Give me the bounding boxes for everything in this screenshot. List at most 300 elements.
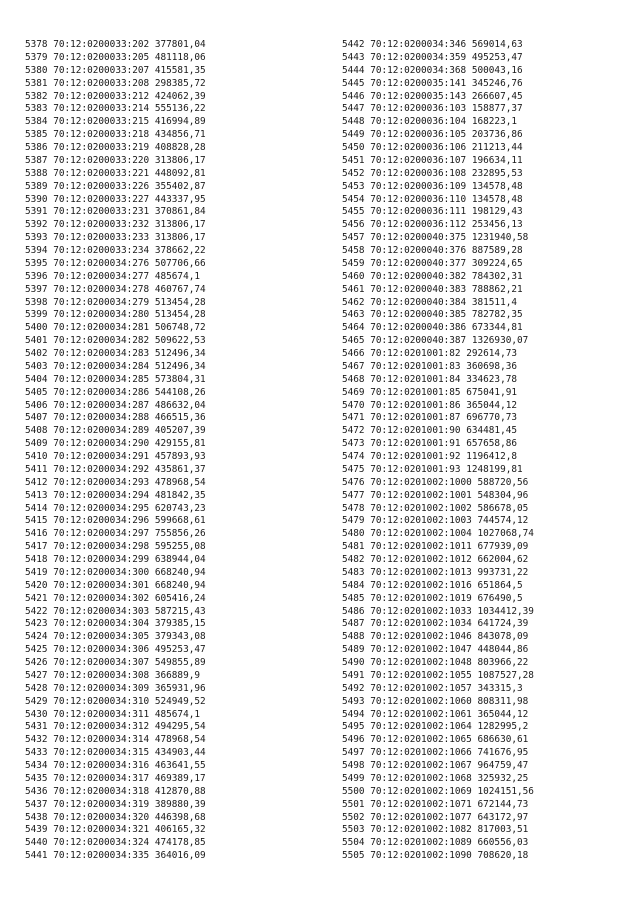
table-row (342, 206, 534, 219)
table-row (342, 438, 534, 451)
row-number: 5449 (342, 129, 365, 141)
cadastral-value: 668240,94 (154, 566, 206, 578)
row-number: 5493 (342, 695, 365, 707)
cadastral-number: 70:12:0200040:375 (370, 232, 467, 244)
cadastral-number: 70:12:0200033:212 (53, 90, 150, 102)
cadastral-value: 443337,95 (154, 193, 206, 205)
row-number: 5382 (25, 90, 48, 102)
cadastral-value: 509622,53 (154, 335, 206, 347)
row-number: 5391 (25, 206, 48, 218)
cadastral-number: 70:12:0201001:87 (370, 412, 461, 424)
row-number: 5416 (25, 528, 48, 540)
row-number: 5384 (25, 116, 48, 128)
table-row (25, 438, 206, 451)
row-number: 5470 (342, 399, 365, 411)
cadastral-number: 70:12:0201002:1089 (370, 837, 472, 849)
cadastral-number: 70:12:0200034:309 (53, 682, 150, 694)
table-row (342, 490, 534, 503)
cadastral-number: 70:12:0200033:219 (53, 142, 150, 153)
cadastral-number: 70:12:0200034:303 (53, 605, 150, 617)
cadastral-value: 672144,73 (477, 798, 529, 810)
table-row (342, 683, 534, 696)
row-number: 5490 (342, 657, 365, 668)
row-number: 5448 (342, 116, 365, 128)
table-row (25, 515, 206, 528)
table-row (342, 837, 534, 850)
table-row (25, 425, 206, 438)
cadastral-number: 70:12:0201002:1061 (370, 708, 472, 720)
cadastral-number: 70:12:0201001:85 (370, 386, 461, 398)
table-row (25, 206, 206, 219)
cadastral-number: 70:12:0200034:292 (53, 463, 150, 475)
cadastral-number: 70:12:0201002:1034 (370, 618, 472, 630)
row-number: 5477 (342, 489, 365, 501)
cadastral-value: 313806,17 (154, 232, 206, 244)
cadastral-value: 365044,12 (477, 708, 529, 720)
row-number: 5479 (342, 515, 365, 527)
row-number: 5401 (25, 335, 48, 347)
cadastral-number: 70:12:0201002:1071 (370, 798, 472, 810)
table-row (342, 657, 534, 670)
cadastral-value: 298385,72 (154, 77, 206, 89)
table-row (25, 258, 206, 271)
cadastral-value: 1326930,07 (471, 335, 529, 347)
table-row (342, 219, 534, 232)
row-number: 5445 (342, 77, 365, 89)
row-number: 5447 (342, 103, 365, 115)
row-number: 5437 (25, 798, 48, 810)
cadastral-value: 168223,1 (471, 116, 517, 128)
row-number: 5414 (25, 502, 48, 514)
cadastral-number: 70:12:0200034:294 (53, 489, 150, 501)
cadastral-value: 843078,09 (477, 631, 529, 643)
row-number: 5461 (342, 283, 365, 295)
left-column (25, 39, 206, 863)
cadastral-value: 643172,97 (477, 811, 529, 823)
row-number: 5501 (342, 798, 365, 810)
row-number: 5504 (342, 837, 365, 849)
row-number: 5419 (25, 566, 48, 578)
cadastral-number: 70:12:0201002:1019 (370, 592, 472, 604)
cadastral-value: 676490,5 (477, 592, 523, 604)
cadastral-value: 662004,62 (477, 554, 529, 565)
cadastral-value: 377801,04 (154, 39, 206, 50)
table-row (342, 464, 534, 477)
row-number: 5379 (25, 51, 48, 63)
row-number: 5400 (25, 322, 48, 334)
cadastral-value: 232895,53 (471, 167, 523, 179)
cadastral-number: 70:12:0200034:293 (53, 476, 150, 488)
table-row (25, 644, 206, 657)
cadastral-number: 70:12:0201002:1013 (370, 566, 472, 578)
cadastral-value: 887589,28 (471, 245, 523, 256)
row-number: 5487 (342, 618, 365, 630)
cadastral-number: 70:12:0200034:296 (53, 515, 150, 527)
cadastral-number: 70:12:0200034:359 (370, 51, 467, 63)
row-number: 5444 (342, 64, 365, 76)
cadastral-value: 158877,37 (471, 103, 523, 115)
row-number: 5474 (342, 451, 365, 462)
cadastral-value: 788862,21 (471, 283, 523, 295)
table-row (25, 284, 206, 297)
table-row (25, 412, 206, 425)
cadastral-value: 370861,84 (154, 206, 206, 218)
table-row (342, 515, 534, 528)
cadastral-value: 406165,32 (154, 824, 206, 836)
cadastral-value: 457893,93 (154, 451, 206, 462)
cadastral-number: 70:12:0200034:286 (53, 386, 150, 398)
row-number: 5475 (342, 463, 365, 475)
cadastral-number: 70:12:0200034:295 (53, 502, 150, 514)
cadastral-number: 70:12:0201002:1068 (370, 772, 472, 784)
table-row (342, 580, 534, 593)
table-row (342, 284, 534, 297)
cadastral-value: 389880,39 (154, 798, 206, 810)
row-number: 5425 (25, 644, 48, 656)
cadastral-number: 70:12:0200034:320 (53, 811, 150, 823)
cadastral-number: 70:12:0200034:282 (53, 335, 150, 347)
row-number: 5408 (25, 425, 48, 437)
row-number: 5410 (25, 451, 48, 462)
cadastral-value: 486632,04 (154, 399, 206, 411)
table-row (25, 78, 206, 91)
row-number: 5505 (342, 850, 365, 862)
row-number: 5405 (25, 386, 48, 398)
table-row (342, 786, 534, 799)
row-number: 5395 (25, 257, 48, 269)
cadastral-value: 481842,35 (154, 489, 206, 501)
table-row (342, 245, 534, 258)
table-row (25, 490, 206, 503)
cadastral-number: 70:12:0200034:287 (53, 399, 150, 411)
cadastral-number: 70:12:0200034:284 (53, 360, 150, 372)
cadastral-number: 70:12:0201002:1047 (370, 644, 472, 656)
table-row (342, 335, 534, 348)
cadastral-value: 741676,95 (477, 747, 529, 759)
row-number: 5484 (342, 579, 365, 591)
cadastral-number: 70:12:0200034:283 (53, 348, 150, 359)
row-number: 5497 (342, 747, 365, 759)
cadastral-number: 70:12:0200040:383 (370, 283, 467, 295)
table-row (25, 194, 206, 207)
row-number: 5438 (25, 811, 48, 823)
row-number: 5467 (342, 360, 365, 372)
table-row (25, 39, 206, 52)
table-row (342, 142, 534, 155)
cadastral-number: 70:12:0200034:297 (53, 528, 150, 540)
cadastral-value: 460767,74 (154, 283, 206, 295)
cadastral-value: 587215,43 (154, 605, 206, 617)
table-row (25, 116, 206, 129)
cadastral-number: 70:12:0200034:307 (53, 657, 150, 668)
cadastral-value: 405207,39 (154, 425, 206, 437)
cadastral-number: 70:12:0200033:220 (53, 154, 150, 166)
row-number: 5407 (25, 412, 48, 424)
row-number: 5456 (342, 219, 365, 231)
cadastral-number: 70:12:0200040:384 (370, 296, 467, 308)
row-number: 5466 (342, 348, 365, 359)
row-number: 5396 (25, 270, 48, 282)
row-number: 5499 (342, 772, 365, 784)
cadastral-number: 70:12:0201002:1055 (370, 669, 472, 681)
cadastral-value: 507706,66 (154, 257, 206, 269)
cadastral-number: 70:12:0200034:290 (53, 438, 150, 450)
row-number: 5409 (25, 438, 48, 450)
table-row (25, 168, 206, 181)
cadastral-number: 70:12:0201002:1016 (370, 579, 472, 591)
cadastral-number: 70:12:0200036:111 (370, 206, 467, 218)
cadastral-number: 70:12:0200033:214 (53, 103, 150, 115)
cadastral-number: 70:12:0200034:289 (53, 425, 150, 437)
table-row (342, 65, 534, 78)
table-row (25, 477, 206, 490)
row-number: 5432 (25, 734, 48, 746)
cadastral-value: 292614,73 (466, 348, 518, 359)
cadastral-value: 641724,39 (477, 618, 529, 630)
cadastral-value: 686630,61 (477, 734, 529, 746)
cadastral-number: 70:12:0201002:1003 (370, 515, 472, 527)
row-number: 5494 (342, 708, 365, 720)
row-number: 5485 (342, 592, 365, 604)
table-row (342, 721, 534, 734)
cadastral-number: 70:12:0201002:1004 (370, 528, 472, 540)
cadastral-number: 70:12:0201002:1065 (370, 734, 472, 746)
row-number: 5429 (25, 695, 48, 707)
cadastral-number: 70:12:0201002:1067 (370, 760, 472, 771)
row-number: 5451 (342, 154, 365, 166)
row-number: 5453 (342, 180, 365, 192)
row-number: 5473 (342, 438, 365, 450)
cadastral-value: 313806,17 (154, 154, 206, 166)
cadastral-value: 782782,35 (471, 309, 523, 321)
row-number: 5418 (25, 554, 48, 565)
row-number: 5394 (25, 245, 48, 256)
table-row (25, 580, 206, 593)
cadastral-number: 70:12:0201002:1082 (370, 824, 472, 836)
table-row (342, 39, 534, 52)
cadastral-value: 588720,56 (477, 476, 529, 488)
cadastral-value: 512496,34 (154, 348, 206, 359)
table-row (342, 348, 534, 361)
row-number: 5454 (342, 193, 365, 205)
cadastral-number: 70:12:0200033:205 (53, 51, 150, 63)
cadastral-number: 70:12:0200040:382 (370, 270, 467, 282)
cadastral-number: 70:12:0200033:207 (53, 64, 150, 76)
table-row (25, 335, 206, 348)
row-number: 5424 (25, 631, 48, 643)
row-number: 5430 (25, 708, 48, 720)
cadastral-number: 70:12:0200034:312 (53, 721, 150, 733)
row-number: 5455 (342, 206, 365, 218)
cadastral-number: 70:12:0200034:300 (53, 566, 150, 578)
cadastral-number: 70:12:0200036:105 (370, 129, 467, 141)
cadastral-number: 70:12:0200034:278 (53, 283, 150, 295)
cadastral-number: 70:12:0200034:279 (53, 296, 150, 308)
cadastral-number: 70:12:0201002:1033 (370, 605, 472, 617)
cadastral-number: 70:12:0200034:288 (53, 412, 150, 424)
cadastral-value: 573804,31 (154, 373, 206, 385)
table-row (342, 644, 534, 657)
cadastral-value: 599668,61 (154, 515, 206, 527)
row-number: 5386 (25, 142, 48, 153)
row-number: 5496 (342, 734, 365, 746)
cadastral-number: 70:12:0200033:234 (53, 245, 150, 256)
cadastral-number: 70:12:0200040:387 (370, 335, 467, 347)
table-row (342, 709, 534, 722)
cadastral-number: 70:12:0200034:346 (370, 39, 467, 50)
row-number: 5421 (25, 592, 48, 604)
cadastral-value: 381511,4 (471, 296, 517, 308)
row-number: 5463 (342, 309, 365, 321)
row-number: 5427 (25, 669, 48, 681)
cadastral-value: 378662,22 (154, 245, 206, 256)
table-row (342, 91, 534, 104)
row-number: 5502 (342, 811, 365, 823)
table-row (342, 799, 534, 812)
table-row (25, 734, 206, 747)
cadastral-number: 70:12:0200034:305 (53, 631, 150, 643)
row-number: 5431 (25, 721, 48, 733)
cadastral-number: 70:12:0200033:202 (53, 39, 150, 50)
row-number: 5476 (342, 476, 365, 488)
row-number: 5472 (342, 425, 365, 437)
row-number: 5440 (25, 837, 48, 849)
cadastral-number: 70:12:0201002:1066 (370, 747, 472, 759)
row-number: 5458 (342, 245, 365, 256)
table-row (342, 412, 534, 425)
cadastral-number: 70:12:0201002:1000 (370, 476, 472, 488)
table-row (342, 181, 534, 194)
row-number: 5446 (342, 90, 365, 102)
row-number: 5464 (342, 322, 365, 334)
table-row (342, 528, 534, 541)
table-row (342, 773, 534, 786)
cadastral-number: 70:12:0200034:276 (53, 257, 150, 269)
cadastral-value: 494295,54 (154, 721, 206, 733)
cadastral-value: 416994,89 (154, 116, 206, 128)
cadastral-number: 70:12:0200034:324 (53, 837, 150, 849)
cadastral-value: 253456,13 (471, 219, 523, 231)
table-row (25, 670, 206, 683)
table-row (342, 425, 534, 438)
cadastral-number: 70:12:0200040:385 (370, 309, 467, 321)
cadastral-value: 309224,65 (471, 257, 523, 269)
table-row (25, 52, 206, 65)
cadastral-value: 424062,39 (154, 90, 206, 102)
cadastral-number: 70:12:0200034:277 (53, 270, 150, 282)
row-number: 5399 (25, 309, 48, 321)
cadastral-number: 70:12:0201001:83 (370, 360, 461, 372)
table-row (25, 709, 206, 722)
cadastral-value: 1024151,56 (477, 785, 534, 797)
table-row (342, 129, 534, 142)
table-row (342, 297, 534, 310)
table-row (25, 91, 206, 104)
cadastral-number: 70:12:0200034:314 (53, 734, 150, 746)
cadastral-value: 203736,86 (471, 129, 523, 141)
row-number: 5380 (25, 64, 48, 76)
row-number: 5457 (342, 232, 365, 244)
cadastral-number: 70:12:0201001:86 (370, 399, 461, 411)
cadastral-value: 429155,81 (154, 438, 206, 450)
cadastral-value: 569014,63 (471, 39, 523, 50)
cadastral-number: 70:12:0200034:321 (53, 824, 150, 836)
row-number: 5411 (25, 463, 48, 475)
cadastral-value: 364016,09 (154, 850, 206, 862)
table-row (25, 129, 206, 142)
row-number: 5460 (342, 270, 365, 282)
cadastral-value: 355402,87 (154, 180, 206, 192)
cadastral-value: 513454,28 (154, 309, 206, 321)
table-row (25, 837, 206, 850)
cadastral-number: 70:12:0200040:376 (370, 245, 467, 256)
cadastral-value: 415581,35 (154, 64, 206, 76)
cadastral-number: 70:12:0200033:227 (53, 193, 150, 205)
cadastral-value: 448092,81 (154, 167, 206, 179)
row-number: 5388 (25, 167, 48, 179)
cadastral-value: 334623,78 (466, 373, 518, 385)
cadastral-value: 198129,43 (471, 206, 523, 218)
cadastral-value: 469389,17 (154, 772, 206, 784)
table-row (25, 348, 206, 361)
cadastral-value: 434903,44 (154, 747, 206, 759)
cadastral-value: 366889,9 (154, 669, 200, 681)
table-row (342, 554, 534, 567)
cadastral-value: 1027068,74 (477, 528, 534, 540)
table-row (25, 618, 206, 631)
cadastral-number: 70:12:0200040:377 (370, 257, 467, 269)
cadastral-number: 70:12:0200034:315 (53, 747, 150, 759)
row-number: 5492 (342, 682, 365, 694)
table-row (25, 309, 206, 322)
cadastral-value: 660556,03 (477, 837, 529, 849)
table-row (25, 142, 206, 155)
row-number: 5465 (342, 335, 365, 347)
table-row (25, 374, 206, 387)
cadastral-value: 345246,76 (471, 77, 523, 89)
cadastral-value: 586678,05 (477, 502, 529, 514)
cadastral-value: 478968,54 (154, 734, 206, 746)
row-number: 5439 (25, 824, 48, 836)
cadastral-value: 379385,15 (154, 618, 206, 630)
table-row (25, 683, 206, 696)
table-row (25, 554, 206, 567)
table-row (342, 309, 534, 322)
cadastral-number: 70:12:0200034:299 (53, 554, 150, 565)
table-row (342, 541, 534, 554)
table-row (25, 593, 206, 606)
cadastral-number: 70:12:0201002:1090 (370, 850, 472, 862)
row-number: 5423 (25, 618, 48, 630)
cadastral-number: 70:12:0200034:319 (53, 798, 150, 810)
row-number: 5415 (25, 515, 48, 527)
row-number: 5389 (25, 180, 48, 192)
cadastral-value: 1231940,58 (471, 232, 529, 244)
table-row (25, 786, 206, 799)
table-row (25, 631, 206, 644)
cadastral-value: 634481,45 (466, 425, 518, 437)
row-number: 5390 (25, 193, 48, 205)
table-row (25, 657, 206, 670)
cadastral-value: 1034412,39 (477, 605, 534, 617)
cadastral-value: 744574,12 (477, 515, 529, 527)
cadastral-value: 513454,28 (154, 296, 206, 308)
cadastral-value: 784302,31 (471, 270, 523, 282)
cadastral-value: 638944,04 (154, 554, 206, 565)
table-row (25, 387, 206, 400)
table-row (342, 824, 534, 837)
cadastral-value: 708620,18 (477, 850, 529, 862)
